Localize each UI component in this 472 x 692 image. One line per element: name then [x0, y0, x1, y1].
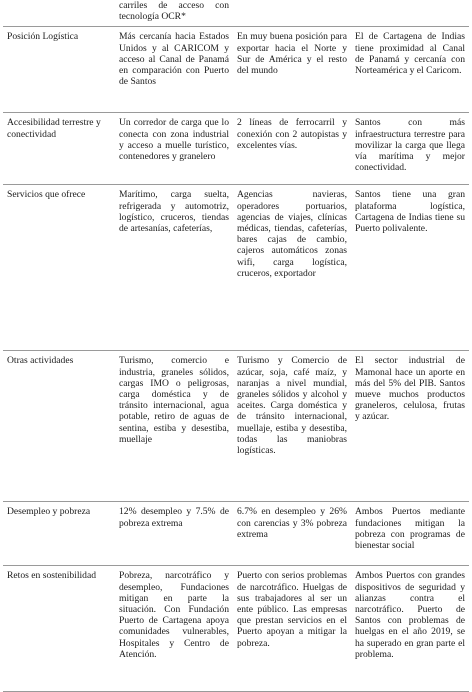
- table-cell: Más cercanía hacia Estados Unidos y al CARICOM y acceso al Canal de Panamá en comparación con Puerto de Santos: [115, 27, 233, 113]
- table-row-accesibilidad: [3, 113, 469, 185]
- table-cell: Santos tiene una gran plataforma logística, Cartagena de Indias tiene su Puerto polivalente.: [351, 185, 469, 351]
- table-row-posicion-logistica: [3, 27, 469, 113]
- table-cell: Agencias navieras, operadores portuarios, agencias de viajes, clínicas médicas, tiendas, cafeterías, bares cajas de cambio, cajeros automáticos zonas wifi, carga logística, cruceros, exportador: [233, 185, 351, 351]
- row-label: Posición Logística: [3, 27, 115, 113]
- table-row-otras-actividades: [3, 351, 469, 502]
- table-cell: En muy buena posición para exportar hacia el Norte y Sur de América y el resto del mundo: [233, 27, 351, 113]
- table-cell: Ambos Puertos mediante fundaciones mitigan la pobreza con programas de bienestar social: [351, 502, 469, 566]
- table-cell: Santos con más infraestructura terrestre para movilizar la carga que llega vía marítima y mejor conectividad.: [351, 113, 469, 185]
- comparison-table: [3, 0, 469, 692]
- table-cell: Puerto con serios problemas de narcotráfico. Huelgas de sus trabajadores al ser un ente público. Las empresas que prestan servicios en el Puerto apoyan a mitigar la pobreza.: [233, 566, 351, 692]
- table-cell: [351, 0, 469, 27]
- row-label: Retos en sostenibilidad: [3, 566, 115, 692]
- table-cell: Ambos Puertos con grandes dispositivos de seguridad y alianzas contra el narcotráfico. Puerto de Santos con problemas de huelgas en el año 2019, se ha superado en gran parte el problema.: [351, 566, 469, 692]
- table-cell: Marítimo, carga suelta, refrigerada y automotriz, logístico, cruceros, tiendas de artesanías, cafeterías,: [115, 185, 233, 351]
- table-row-servicios: [3, 185, 469, 351]
- table-cell: Turismo y Comercio de azúcar, soja, café maíz, y naranjas a nivel mundial, graneles sólidos y alcohol y aceites. Carga doméstica y de tránsito internacional, muellaje, estiba y desestiba, todas las maniobras logísticas.: [233, 351, 351, 502]
- table-cell: Pobreza, narcotráfico y desempleo, Fundaciones mitigan en parte la situación. Con Fundación Puerto de Cartagena apoya comunidades vulnerables, Hospitales y Centro de Atención.: [115, 566, 233, 692]
- table-cell: [233, 0, 351, 27]
- row-label: Accesibilidad terrestre y conectividad: [3, 113, 115, 185]
- table-cell: Turismo, comercio e industria, graneles sólidos, cargas IMO o peligrosas, carga doméstica y de tránsito internacional, agua potable, retiro de aguas de sentina, estiba y desestiba, muellaje: [115, 351, 233, 502]
- table-cell: carriles de acceso con tecnología OCR*: [119, 0, 229, 23]
- row-label: Otras actividades: [3, 351, 115, 502]
- table-cell: 12% desempleo y 7.5% de pobreza extrema: [115, 502, 233, 566]
- table-row-continued: [3, 0, 469, 27]
- table-cell: El de Cartagena de Indias tiene proximidad al Canal de Panamá y cercanía con Norteamérica y el Caricom.: [351, 27, 469, 113]
- row-label: [3, 0, 115, 27]
- table-cell: 6.7% en desempleo y 26% con carencias y 3% pobreza extrema: [233, 502, 351, 566]
- row-label: Desempleo y pobreza: [3, 502, 115, 566]
- table-row-desempleo: [3, 502, 469, 566]
- table-row-retos: [3, 566, 469, 692]
- table-cell: 2 líneas de ferrocarril y conexión con 2 autopistas y excelentes vías.: [233, 113, 351, 185]
- row-label: Servicios que ofrece: [3, 185, 115, 351]
- table-cell: El sector industrial de Mamonal hace un aporte en más del 5% del PIB. Santos mueve muchos productos graneleros, celulosa, frutas y azúcar.: [351, 351, 469, 502]
- table-cell: Un corredor de carga que lo conecta con zona industrial y acceso a muelle turístico, contenedores y granelero: [115, 113, 233, 185]
